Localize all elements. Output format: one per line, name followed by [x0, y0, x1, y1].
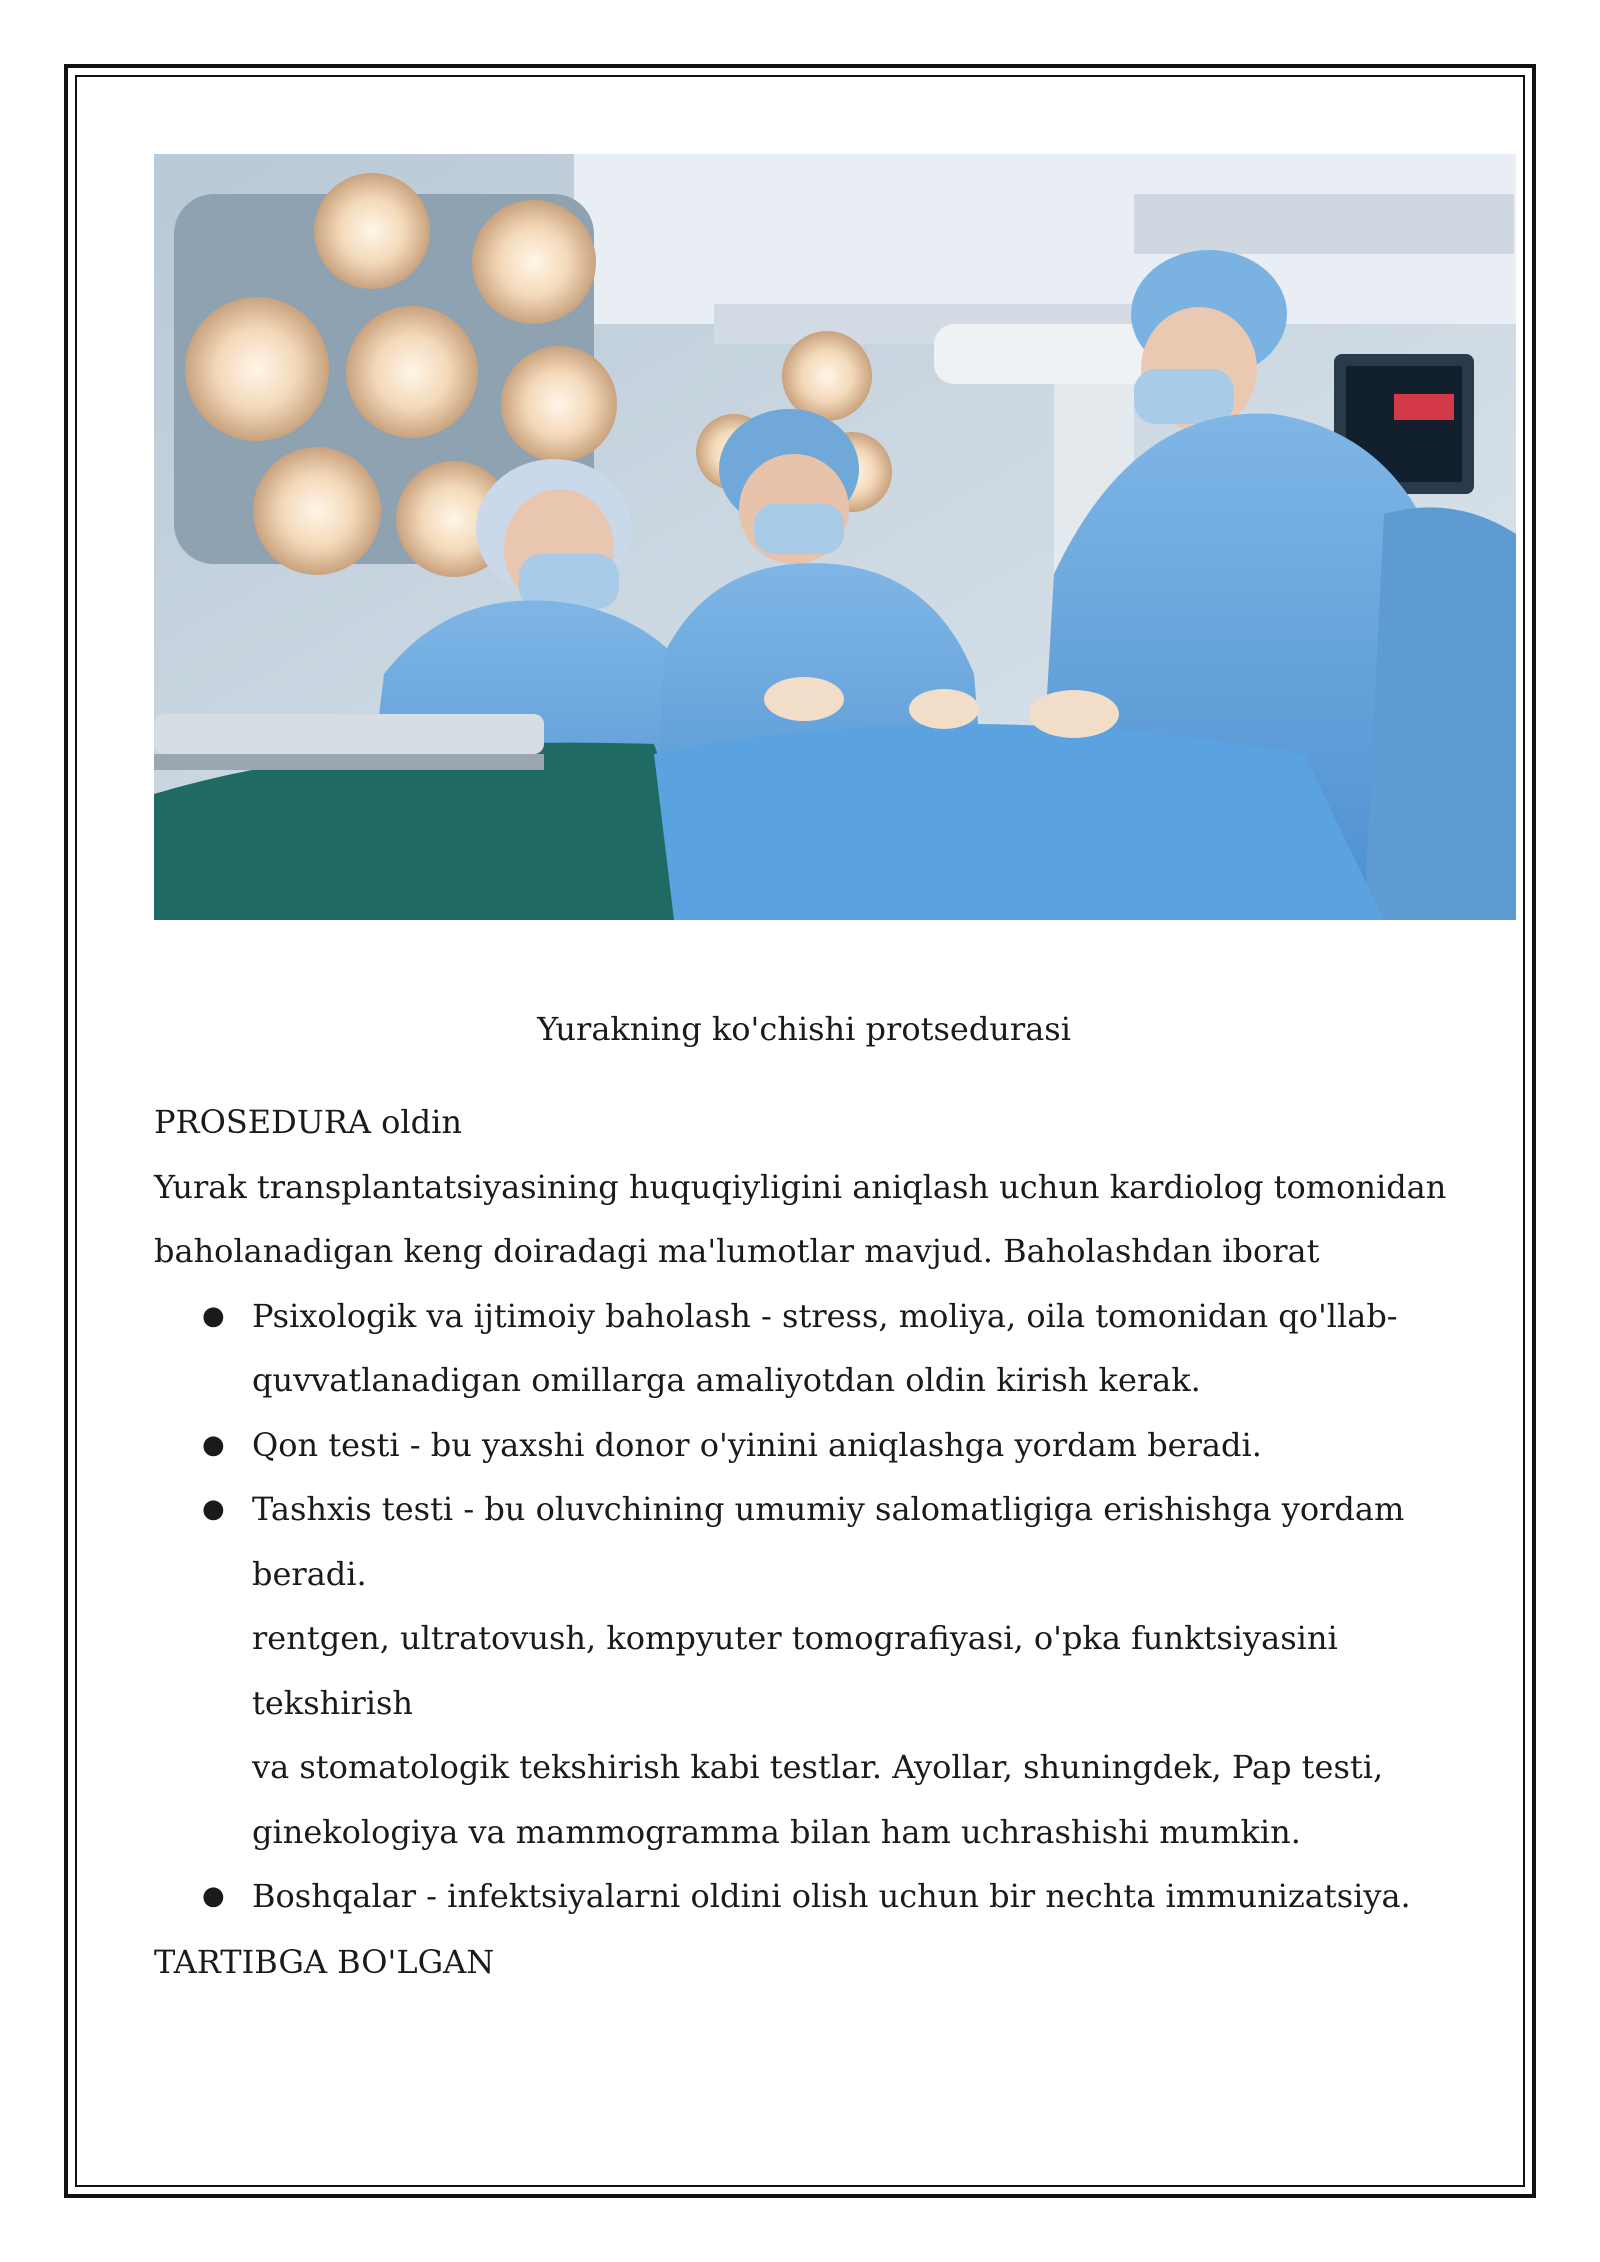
bullet-icon: ●	[202, 1429, 225, 1460]
bullet-icon: ●	[202, 1300, 225, 1331]
list-item-line: ginekologiya va mammogramma bilan ham uchrashishi mumkin.	[252, 1812, 1301, 1851]
list-item	[154, 1284, 1454, 1413]
image-caption: Yurakning ko'chishi protsedurasi	[537, 1010, 1071, 1048]
document-body	[154, 1090, 1454, 1929]
list-item-line: quvvatlanadigan omillarga amaliyotdan oldin kirish kerak.	[252, 1361, 1201, 1399]
list-item-line: Psixologik va ijtimoiy baholash - stress, moliya, oila tomonidan qo'llab-	[252, 1296, 1398, 1335]
bullet-list	[154, 1284, 1454, 1929]
list-item-line: va stomatologik tekshirish kabi testlar. Ayollar, shuningdek, Pap testi,	[252, 1748, 1384, 1786]
intro-line-1: Yurak transplantatsiyasining huquqiyligini aniqlash uchun kardiolog tomonidan	[154, 1167, 1447, 1206]
bullet-icon: ●	[202, 1881, 225, 1911]
surgery-photo-illustration	[154, 154, 1516, 920]
list-item-line: Qon testi - bu yaxshi donor o'yinini aniqlashga yordam beradi.	[252, 1425, 1262, 1464]
list-item	[154, 1413, 1454, 1478]
intro-line-2: baholanadigan keng doiradagi ma'lumotlar mavjud. Baholashdan iborat	[154, 1232, 1320, 1270]
surgery-photo	[154, 154, 1516, 920]
list-item-line: rentgen, ultratovush, kompyuter tomografiyasi, o'pka funktsiyasini tekshirish	[252, 1619, 1338, 1722]
list-item	[154, 1864, 1454, 1929]
list-item	[154, 1477, 1454, 1864]
section-heading-after: TARTIBGA BO'LGAN	[154, 1943, 495, 1981]
list-item-line: Boshqalar - infektsiyalarni oldini olish uchun bir nechta immunizatsiya.	[252, 1877, 1411, 1915]
bullet-icon: ●	[202, 1494, 225, 1524]
list-item-line: Tashxis testi - bu oluvchining umumiy salomatligiga erishishga yordam beradi.	[252, 1490, 1405, 1593]
section-heading: PROSEDURA oldin	[154, 1103, 462, 1141]
